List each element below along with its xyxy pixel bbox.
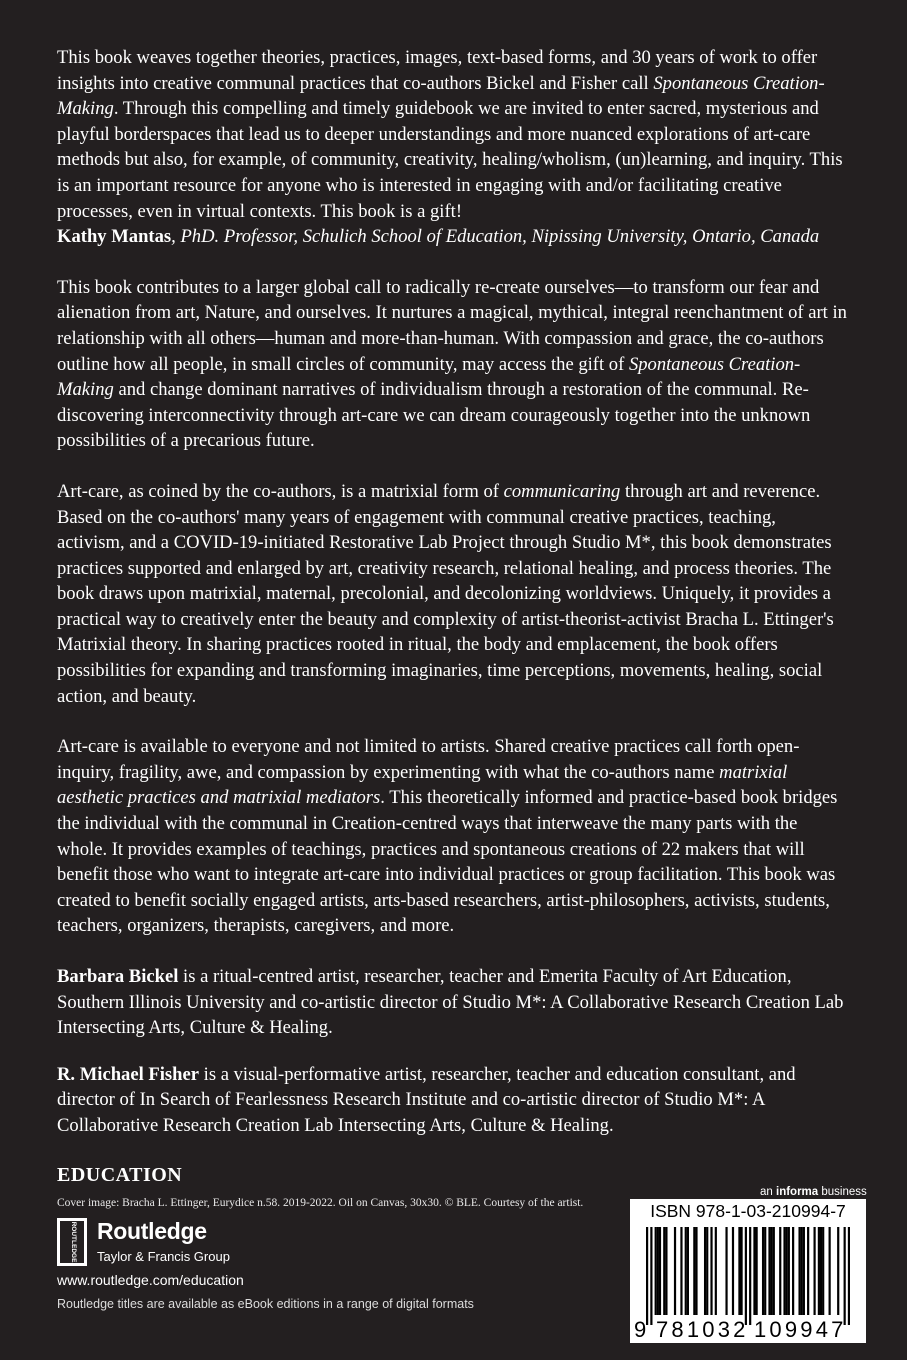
endorser-name: Kathy Mantas xyxy=(57,226,172,248)
blurb-text: Art-care, as coined by the co-authors, is a matrixial form of xyxy=(57,480,504,502)
barcode-bar xyxy=(715,1227,717,1315)
barcode-bar xyxy=(820,1227,822,1315)
publisher-name: Routledge xyxy=(97,1218,207,1244)
barcode-digit-first: 9 xyxy=(634,1317,647,1342)
cover-image-credit: Cover image: Bracha L. Ettinger, Eurydice n.58. 2019-2022. Oil on Canvas, 30x30. © BLE. Courtesy of the artist. xyxy=(57,1197,584,1209)
barcode-bar xyxy=(779,1227,781,1315)
barcode-bar xyxy=(798,1227,800,1315)
isbn-barcode xyxy=(630,1199,866,1343)
blurb-text: and change dominant narratives of individualism through a restoration of the communal. Re-discovering interconnectivity through art-care we can dream courageously together into the unknown possibilities of a precarious future. xyxy=(57,379,811,452)
barcode-bar xyxy=(773,1227,775,1315)
barcode-bar xyxy=(818,1227,820,1315)
barcode-digits-left: 781032 xyxy=(656,1317,749,1342)
barcode-bar xyxy=(674,1227,676,1315)
routledge-mark-text: ROUTLEDGE xyxy=(70,1221,77,1263)
barcode-bar xyxy=(771,1227,773,1315)
barcode-bar xyxy=(725,1227,727,1315)
blurb-emphasis: Spontaneous Creation-Making xyxy=(57,353,801,401)
barcode-bar xyxy=(788,1227,790,1315)
isbn-label: ISBN 978-1-03-210994-7 xyxy=(650,1201,846,1221)
blurb-text: Art-care is available to everyone and not limited to artists. Shared creative practices call forth open-inquiry, fragility, awe, and compassion by experimenting with what the co-authors name xyxy=(57,736,800,783)
barcode-icon xyxy=(646,1227,850,1325)
barcode-bar xyxy=(829,1227,831,1315)
ebook-note: Routledge titles are available as eBook editions in a range of digital formats xyxy=(57,1297,474,1311)
barcode-bar xyxy=(807,1227,809,1315)
blurb-paragraph-3 xyxy=(57,479,847,709)
endorser-title: , PhD. Professor, Schulich School of Education, Nipissing University, Ontario, Canada xyxy=(171,226,820,248)
blurb-emphasis: matrixial aesthetic practices and matrixial mediators xyxy=(57,761,788,809)
author-bio-1 xyxy=(57,964,847,1041)
barcode-bar xyxy=(655,1227,657,1315)
informa-prefix: an xyxy=(760,1186,776,1198)
barcode-bar xyxy=(848,1227,850,1325)
barcode-bar xyxy=(803,1227,805,1315)
blurb-paragraph-1 xyxy=(57,45,847,250)
blurb-text: This book contributes to a larger global call to radically re-create ourselves—to transform our fear and alienation from art, Nature, and ourselves. It nurtures a magical, mythical, integral reenchantment of art in relationship with all others—human and more-than-human. With compassion and grace, the co-authors outline how all people, in small circles of community, may access the gift of xyxy=(57,276,847,375)
barcode-bar xyxy=(813,1227,815,1315)
barcode-bar xyxy=(646,1227,648,1325)
barcode-bar xyxy=(745,1227,747,1325)
informa-suffix: business xyxy=(818,1186,867,1198)
barcode-bar xyxy=(756,1227,758,1315)
barcode-bar xyxy=(837,1227,839,1315)
blurb-paragraph-2 xyxy=(57,275,847,454)
barcode-bar xyxy=(822,1227,824,1315)
routledge-mark-icon xyxy=(57,1218,87,1266)
barcode-bar xyxy=(685,1227,687,1315)
barcode-bar xyxy=(792,1227,794,1315)
informa-brand: informa xyxy=(776,1186,819,1198)
blurb-emphasis: communicaring xyxy=(503,480,621,502)
back-cover-text xyxy=(57,45,847,1139)
barcode-bar xyxy=(786,1227,788,1315)
informa-business-tag xyxy=(760,1186,867,1198)
barcode-bar xyxy=(740,1227,742,1315)
barcode-bar xyxy=(732,1227,734,1315)
author-bio-2 xyxy=(57,1062,847,1139)
barcode-bar xyxy=(738,1227,740,1315)
barcode-bar xyxy=(695,1227,697,1315)
barcode-bar xyxy=(687,1227,689,1315)
barcode-bar xyxy=(801,1227,803,1315)
blurb-text: This book weaves together theories, practices, images, text-based forms, and 30 years of work to offer insights into creative communal practices that co-authors Bickel and Fisher call xyxy=(57,47,818,94)
barcode-bar xyxy=(704,1227,706,1315)
barcode-bar xyxy=(706,1227,708,1315)
blurb-text: . This theoretically informed and practice-based book bridges the individual with the communal in Creation-centred ways that interweave the many parts with the whole. It provides examples of teachings, practices and spontaneous creations of 22 makers that will benefit those who want to integrate art-care into individual practices or group facilitation. This book was created to benefit socially engaged artists, arts-based researchers, artist-philosophers, activists, students, teachers, organizers, therapists, caregivers, and more. xyxy=(57,787,838,937)
barcode-bar xyxy=(764,1227,766,1315)
barcode-bar xyxy=(659,1227,661,1315)
barcode-bar xyxy=(693,1227,695,1315)
author-name: Barbara Bickel xyxy=(57,966,179,987)
author-bio-text: is a visual-performative artist, researcher, teacher and education consultant, and director of In Search of Fearlessness Research Institute and co-artistic director of Studio M*: A Collaborative Research Creation Lab Intersecting Arts, Culture & Healing. xyxy=(57,1063,796,1136)
publisher-group: Taylor & Francis Group xyxy=(97,1249,230,1264)
barcode-bar xyxy=(768,1227,770,1315)
blurb-text: . Through this compelling and timely guidebook we are invited to enter sacred, mysterious and playful borderspaces that lead us to deeper understandings and more nuanced explorations of art-care methods but also, for example, of community, creativity, healing/wholism, (un)learning, and inquiry. This is an important resource for anyone who is interested in engaging with and/or facilitating creative processes, even in virtual contexts. This book is a gift! xyxy=(57,98,843,222)
author-name: R. Michael Fisher xyxy=(57,1063,200,1085)
author-bio-text: is a ritual-centred artist, researcher, teacher and Emerita Faculty of Art Education, Southern Illinois University and co-artistic director of Studio M*: A Collaborative Research Creation Lab Intersecting Arts, Culture & Healing. xyxy=(57,966,844,1039)
barcode-bar xyxy=(680,1227,682,1315)
blurb-text: through art and reverence. Based on the co-authors' many years of engagement with communal creative practices, teaching, activism, and a COVID-19-initiated Restorative Lab Project through Studio M*, this book demonstrates practices supported and enlarged by art, creativity research, relational healing, and process theories. The book draws upon matrixial, maternal, precolonial, and decolonizing worldviews. Uniquely, it provides a practical way to creatively enter the beauty and complexity of artist-theorist-activist Bracha L. Ettinger's Matrixial theory. In sharing practices rooted in ritual, the body and emplacement, the book offers possibilities for expanding and transforming imaginaries, time perceptions, movements, healing, social action, and beauty. xyxy=(57,480,834,707)
barcode-digits-right: 109947 xyxy=(754,1317,847,1342)
barcode-bar xyxy=(657,1227,659,1315)
blurb-emphasis: Spontaneous Creation-Making xyxy=(57,72,825,120)
blurb-paragraph-4 xyxy=(57,734,847,939)
routledge-logo xyxy=(57,1218,277,1268)
barcode-bar xyxy=(844,1227,846,1325)
barcode-bar xyxy=(663,1227,665,1315)
barcode-bar xyxy=(753,1227,755,1315)
barcode-bar xyxy=(762,1227,764,1315)
barcode-bar xyxy=(650,1227,652,1325)
barcode-bar xyxy=(749,1227,751,1325)
barcode-bar xyxy=(783,1227,785,1315)
barcode-bar xyxy=(710,1227,712,1315)
publisher-url[interactable]: www.routledge.com/education xyxy=(57,1272,244,1288)
subject-category: EDUCATION xyxy=(57,1164,183,1186)
barcode-bar xyxy=(665,1227,667,1315)
